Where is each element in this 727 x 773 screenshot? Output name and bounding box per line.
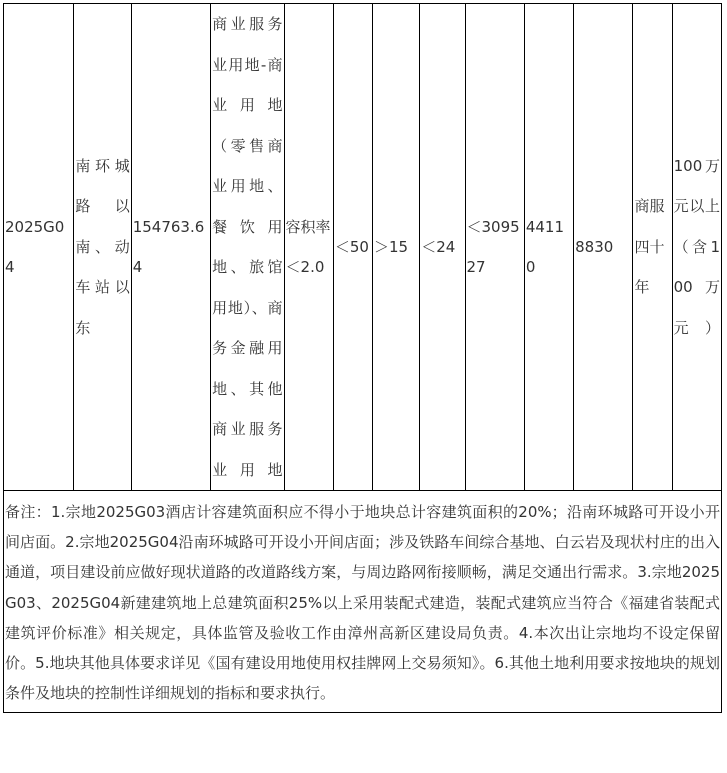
plot-ratio: 容积率＜2.0 [285, 217, 331, 276]
floor-area: ＜309527 [466, 217, 520, 276]
investment: 100万元以上（含100万元） [673, 156, 720, 337]
location-cell [74, 4, 131, 491]
notes-text: 备注：1.宗地2025G03酒店计容建筑面积应不得小于地块总计容建筑面积的20%；沿南环城路可开设小开间店面。2.宗地2025G04沿南环城路可开设小开间店面；涉及铁路车间综合基地、白云岩及现状村庄的出入通道，项目建设前应做好现状道路的改道路线方案，与周边路网衔接顺畅，满足交通出行需求。3.宗地2025G03、2025G04新建建筑地上总建筑面积25%以上采用装配式建造，装配式建筑应当符合《福建省装配式建筑评价标准》相关规定，具体监管及验收工作由漳州高新区建设局负责。4.本次出让宗地均不设定保留价。5.地块其他具体要求详见《国有建设用地使用权挂牌网上交易须知》。6.其他土地利用要求按地块的规划条件及地块的控制性详细规划的指标和要求执行。 [5, 503, 720, 703]
height-limit: ＜24 [421, 237, 456, 256]
land-use: 商业服务业用地-商业用地（零售商业用地、餐饮用地、旅馆用地）、商务金融用地、其他商业服务业用地 [212, 15, 283, 479]
price-b: 8830 [575, 237, 614, 256]
height-cell [420, 4, 465, 491]
price-a-cell [524, 4, 573, 491]
plot-ratio-cell [284, 4, 333, 491]
location: 南环城路以南、动车站以东 [75, 156, 130, 337]
investment-cell [672, 4, 721, 491]
table-row [4, 4, 722, 491]
land-use-cell [211, 4, 284, 491]
area: 154763.64 [132, 217, 205, 276]
term-cell [633, 4, 672, 491]
notes-row [4, 491, 722, 713]
term: 商服四十年 [634, 197, 665, 297]
density-cell [333, 4, 372, 491]
density: ＜50 [334, 237, 369, 256]
floor-area-cell [465, 4, 524, 491]
area-cell [131, 4, 210, 491]
parcel-id: 2025G04 [5, 217, 65, 276]
parcel-id-cell [4, 4, 74, 491]
green-ratio-cell [373, 4, 420, 491]
notes-cell [4, 491, 722, 713]
land-parcel-table [3, 3, 722, 713]
price-b-cell [574, 4, 633, 491]
price-a: 44110 [525, 217, 565, 276]
green-ratio: ＞15 [374, 237, 409, 256]
